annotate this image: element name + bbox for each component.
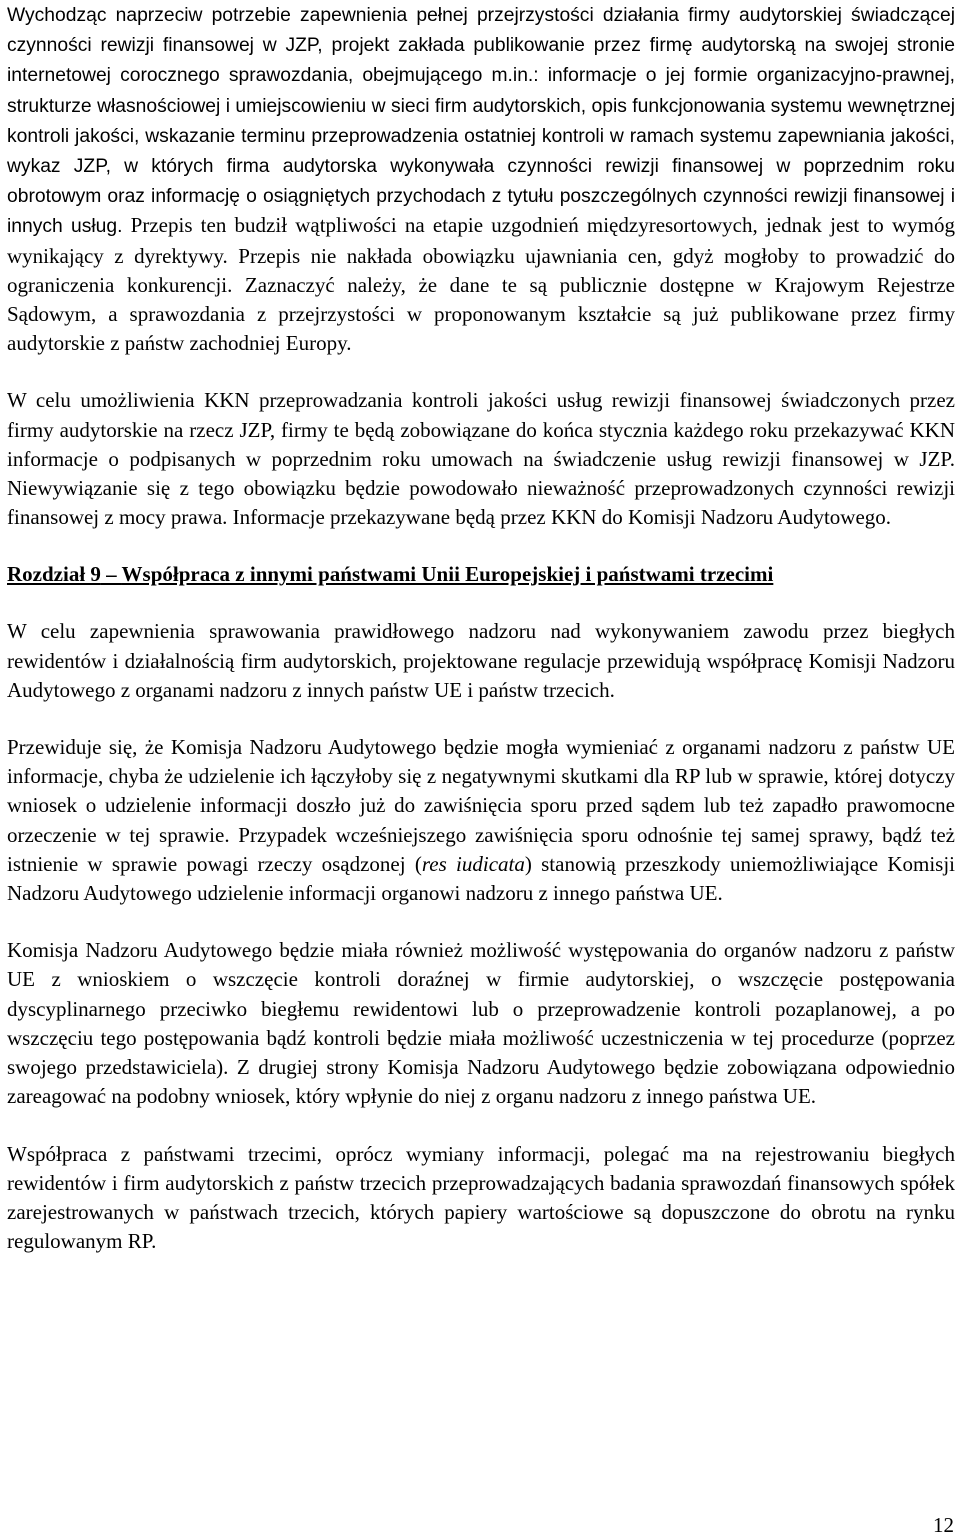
chapter-heading [7,560,955,589]
paragraph-gap [7,908,955,936]
paragraph-kkn-control: W celu umożliwienia KKN przeprowadzania kontroli jakości usług rewizji finansowej świadczonych przez firmy audytorskie na rzecz JZP, firmy te będą zobowiązane do końca stycznia każdego roku przekazywać KKN informacje o podpisanych w poprzednim roku umowach na świadczenie usług rewizji finansowej w JZP. Niewywiązanie się z tego obowiązku będzie powodowało nieważność przeprowadzonych czynności rewizji finansowej z mocy prawa. Informacje przekazywane będą przez KKN do Komisji Nadzoru Audytowego. [7,388,955,530]
paragraph-sans-part: Wychodząc naprzeciw potrzebie zapewnienia pełnej przejrzystości działania firmy audytorskiej świadczącej czynności rewizji finansowej w JZP, projekt zakłada publikowanie przez firmę audytorską na swojej stronie internetowej corocznego sprawozdania, obejmującego m.in.: informacje o jej formie organizacyjno-prawnej, strukturze własnościowej i umiejscowieniu w sieci firm audytorskich, opis funkcjonowania systemu wewnętrznej kontroli jakości, wskazanie terminu przeprowadzenia ostatniej kontroli w ramach systemu zapewniania jakości, wykaz JZP, w których firma audytorska wykonywała czynności rewizji finansowej w poprzednim roku obrotowym oraz informację o osiągniętych przychodach z tytułu poszczególnych czynności rewizji finansowej i innych usług. [7,5,955,238]
paragraph-cooperation-intro: W celu zapewnienia sprawowania prawidłowego nadzoru nad wykonywaniem zawodu przez biegłych rewidentów i działalnością firm audytorskich, projektowane regulacje przewidują współpracę Komisji Nadzoru Audytowego z organami nadzoru z innych państw UE i państw trzecich. [7,619,955,702]
paragraph-text-part: ) stanowią przeszkody uniemożliwiające Komisji Nadzoru Audytowego udzielenie informacji organowi nadzoru z innego państwa UE. [7,851,956,906]
chapter-title: Współpraca z innymi państwami Unii Europejskiej i państwami trzecimi [121,562,774,587]
page-number: 12 [933,1513,954,1537]
paragraph-transparency-report [7,0,955,358]
document-page [7,0,955,1256]
chapter-heading-text [7,562,773,586]
paragraph-third-countries: Współpraca z państwami trzecimi, oprócz wymiany informacji, polegać ma na rejestrowaniu biegłych rewidentów i firm audytorskich z państw trzecich przeprowadzających badania sprawozdań finansowych spółek zarejestrowanych w państwach trzecich, których papiery wartościowe są dopuszczone do obrotu na rynku regulowanym RP. [7,1141,955,1254]
paragraph-gap [7,1112,955,1140]
paragraph-requests: Komisja Nadzoru Audytowego będzie miała również możliwość występowania do organów nadzoru z państw UE z wnioskiem o wszczęcie kontroli doraźnej w firmie audytorskiej, o wszczęcie postępowania dyscyplinarnego przeciwko biegłemu rewidentowi lub o przeprowadzenie kontroli pozaplanowej, a po wszczęciu tego postępowania bądź kontroli będzie miała możliwość uczestniczenia w tej procedurze (poprzez swojego przedstawiciela). Z drugiej strony Komisja Nadzoru Audytowego będzie zobowiązana odpowiednio zareagować na podobny wniosek, który wpłynie do niej z organu nadzoru z innego państwa UE. [7,938,955,1109]
paragraph-gap [7,705,955,733]
paragraph-text-part: Przewiduje się, że Komisja Nadzoru Audytowego będzie mogła wymieniać z organami nadzoru z państw UE informacje, chyba że udzielenie ich łączyłoby się z negatywnymi skutkami dla RP lub w sprawie, której dotyczy wniosek o udzielenie informacji doszło już do zawiśnięcia sporu przed sądem lub też zapadło prawomocne orzeczenie w tej sprawie. Przypadek wcześniejszego zawiśnięcia sporu odnośnie tej samej sprawy, bądź też istnienie w sprawie powagi rzeczy osądzonej ( [7,735,955,876]
paragraph-gap [7,589,955,617]
chapter-dash: – [100,562,122,587]
paragraph-information-exchange [7,733,955,908]
paragraph-serif-part: Przepis ten budził wątpliwości na etapie uzgodnień międzyresortowych, jednak jest to wymóg wynikający z dyrektywy. Przepis nie nakłada obowiązku ujawniania cen, gdyż mogłoby to prowadzić do ograniczenia konkurencji. Zaznaczyć należy, że dane te są publicznie dostępne w Krajowym Rejestrze Sądowym, a sprawozdania z przejrzystości w proponowanym kształcie są już publikowane przez firmy audytorskie z państw zachodniej Europy. [7,213,955,356]
latin-term: res iudicata [421,851,525,876]
paragraph-gap [7,358,955,386]
paragraph-gap [7,532,955,560]
chapter-number: Rozdział 9 [7,562,101,587]
